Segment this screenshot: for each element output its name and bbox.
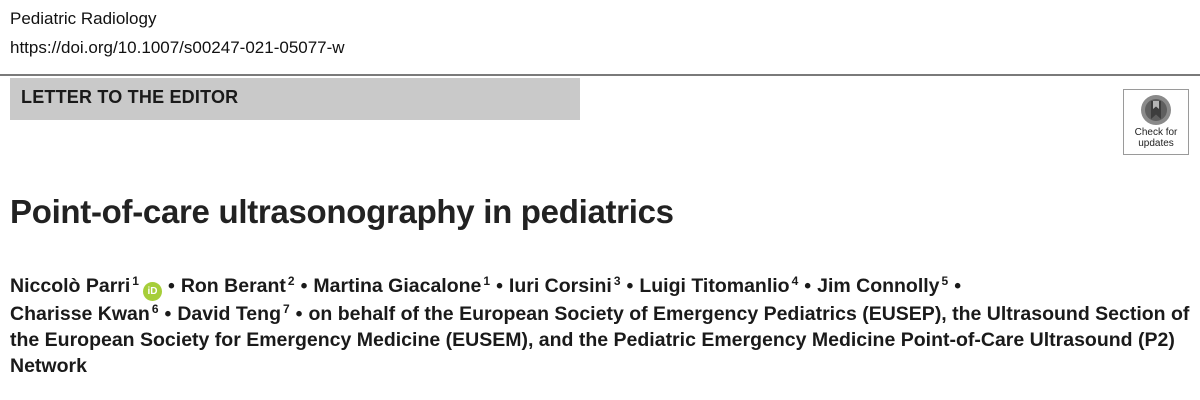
author-item[interactable]: David Teng $^7$ xyxy=(177,301,290,325)
article-type-banner xyxy=(10,78,580,120)
author-item[interactable]: Niccolò Parri $^1$iD xyxy=(10,275,162,297)
author-item[interactable]: Ron Berant $^2$ xyxy=(180,273,295,297)
bookmark-check-icon xyxy=(1140,94,1172,126)
author-separator: • xyxy=(804,275,812,297)
author-item[interactable]: Luigi Titomanlio $^4$ xyxy=(639,273,799,297)
article-title: Point-of-care ultrasonography in pediatrics xyxy=(10,193,674,230)
header-rule xyxy=(0,74,1200,76)
author-item[interactable]: Iuri Corsini $^3$ xyxy=(508,273,621,297)
author-separator: • xyxy=(626,275,634,297)
author-item[interactable]: Charisse Kwan $^6$ xyxy=(10,301,159,325)
author-separator: • xyxy=(295,303,303,325)
author-separator: • xyxy=(167,275,175,297)
article-type-label: LETTER TO THE EDITOR xyxy=(21,87,239,107)
author-item[interactable]: Jim Connolly $^5$ xyxy=(817,273,949,297)
orcid-icon[interactable]: iD xyxy=(143,282,162,301)
on-behalf-of-text: on behalf of the European Society of Emergency Pediatrics (EUSEP), the Ultrasound Section of the European Society for Emergency Medicine (EUSEM), and the Pediatric Emergency Medicine Point-of-Care Ultrasound (P2) Network xyxy=(10,303,1190,377)
check-for-updates-label: Check for updates xyxy=(1134,127,1178,149)
author-item[interactable]: Martina Giacalone $^1$ xyxy=(313,273,491,297)
author-separator: • xyxy=(496,275,503,297)
author-separator: • xyxy=(954,275,962,297)
author-separator: • xyxy=(300,275,308,297)
author-separator: • xyxy=(164,303,172,325)
author-list xyxy=(10,273,1190,379)
doi-link[interactable]: https://doi.org/10.1007/s00247-021-05077-w xyxy=(10,38,345,57)
journal-name: Pediatric Radiology xyxy=(10,9,157,28)
check-for-updates-button[interactable] xyxy=(1123,89,1189,155)
